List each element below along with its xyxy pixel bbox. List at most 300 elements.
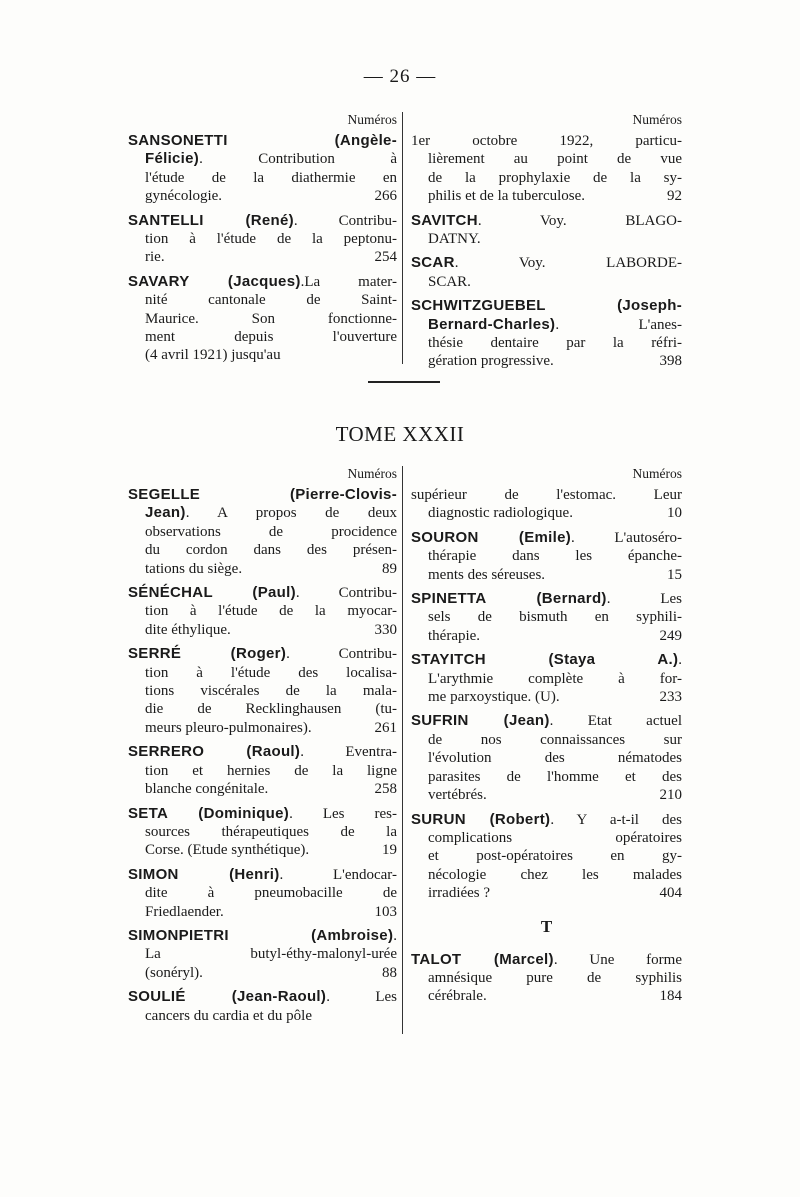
entry-line [411,829,682,847]
entry-text: . Une forme [553,951,682,968]
entry-line [411,273,682,291]
entry-text: irradiées ? [428,885,491,902]
entry-line [128,584,397,602]
entry-text: SCAR. [428,273,471,290]
entry-line [411,169,682,187]
entry-number: 19 [382,842,397,859]
index-entry [411,212,682,249]
entry-line-text [145,292,397,308]
entry-text: l'évolution des nématodes [428,750,682,767]
entry-number: 261 [374,719,397,736]
author-name: Bernard-Charles) [428,315,556,333]
entry-text: tions viscérales de la mala- [145,683,397,700]
entry-line [128,988,397,1006]
entry-line-text [411,298,682,314]
entry-line [128,187,397,205]
entry-number: 404 [659,885,682,902]
index-entry [411,254,682,291]
entry-text: Friedlaender. [145,903,224,920]
tome-title: TOME XXXII [335,422,465,446]
letter-heading: T [540,916,553,936]
entry-line [128,291,397,309]
entry-text: .La mater- [300,273,397,290]
entry-line [411,786,682,804]
entry-text: sources thérapeutiques de la [145,823,397,840]
column-rule [402,466,403,1034]
entry-line [128,486,397,504]
entry-text: tion à l'étude des localisa- [145,664,397,681]
entry-line-text [428,335,682,351]
entry-line-text [428,884,490,902]
entry-line-text [428,352,554,370]
entry-line-text [128,646,397,662]
entry-text: 1er octobre 1922, particu- [411,133,682,149]
entry-text: nécologie chez les malades [428,866,682,883]
author-name: SEGELLE (Pierre-Clovis- [128,486,397,503]
entry-number: 210 [659,787,682,804]
index-entry [128,866,397,921]
entry-line-text [128,585,397,601]
entry-text: . [393,927,397,944]
author-name: SETA (Dominique) [128,804,290,822]
entry-line [411,651,682,669]
author-name: SURUN (Robert) [411,810,551,828]
entry-line [128,504,397,522]
entry-line-text [411,713,682,729]
entry-line [411,212,682,230]
author-name: SOURON (Emile) [411,528,572,546]
entry-line [411,486,682,504]
entry-text: blanche congénitale. [145,781,269,798]
entry-text: tion à l'étude de la peptonu- [145,231,397,248]
entry-text: et post-opératoires en gy- [428,848,682,865]
entry-line-text [145,841,309,859]
entry-line-text [428,187,585,205]
entry-line [411,608,682,626]
author-name: SERRERO (Raoul) [128,743,301,761]
entry-line-text [428,848,682,864]
entry-line [128,762,397,780]
entry-text: . A propos de deux [185,505,397,522]
entry-line-text [145,683,397,699]
entry-line [411,884,682,902]
entry-text: . L'endocar- [279,866,397,883]
entry-line [128,927,397,945]
entry-number: 398 [659,353,682,370]
entry-text: amnésique pure de syphilis [428,969,682,986]
entry-text: . L'anes- [555,316,682,333]
entry-text: . L'autoséro- [571,529,682,546]
entry-line [411,230,682,248]
entry-line [411,811,682,829]
entry-line-text [428,671,682,687]
entry-line [411,847,682,865]
entry-line-text [145,603,397,619]
entry-line [128,823,397,841]
entry-line [411,627,682,645]
entry-number: 266 [374,188,397,205]
numeros-header: Numéros [347,466,397,481]
entry-text: supérieur de l'estomac. Leur [411,487,682,503]
entry-line-text [145,946,397,962]
entry-line-text [128,213,397,229]
author-name: SAVARY (Jacques) [128,272,301,290]
bottom-right-entries [411,486,682,903]
entry-line-text [128,274,397,290]
entry-text: l'étude de la diathermie en [145,169,397,186]
index-entry [411,951,682,1006]
entry-line-text [145,231,397,247]
entry-line [411,749,682,767]
entry-text: . Contribu- [286,646,397,663]
entry-line [411,150,682,168]
entry-line-text [145,964,203,982]
entry-number: 15 [667,566,682,583]
entry-line [128,541,397,559]
entry-line [411,768,682,786]
bottom-right-column [411,466,682,1012]
entry-number: 92 [667,188,682,205]
entry-line [128,523,397,541]
author-name: SOULIÉ (Jean-Raoul) [128,988,327,1006]
entry-line [128,743,397,761]
entry-line-text [145,151,397,167]
entry-line-text [428,867,682,883]
entry-text: complications opératoires [428,829,682,846]
author-name: STAYITCH (Staya A.) [411,651,679,669]
entry-text: . Les [606,591,682,608]
entry-line [411,504,682,522]
bottom-left-entries [128,486,397,1025]
entry-text: tations du siège. [145,560,243,577]
entry-text: . Les res- [289,805,397,822]
entry-text: . Etat actuel [549,713,682,730]
entry-text: (4 avril 1921) jusqu'au [145,347,281,364]
entry-number: 258 [374,781,397,798]
entry-line-text [145,505,397,521]
entry-line-text [428,732,682,748]
entry-text: thérapie. [428,627,481,644]
entry-line-text [428,170,682,186]
index-entry [128,212,397,267]
entry-line [411,297,682,315]
entry-text: . Voy. LABORDE- [454,255,682,272]
entry-line-text [428,151,682,167]
author-name: SIMON (Henri) [128,865,280,883]
entry-line-text [428,609,682,625]
entry-line-text [145,763,397,779]
entry-line-text [428,317,682,333]
author-name: SANTELLI (René) [128,211,294,229]
entry-line-text [428,786,487,804]
entry-line-text [411,812,682,828]
entry-text: thérapie dans les épanche- [428,548,682,565]
entry-number: 88 [382,964,397,981]
author-name: SANSONETTI (Angèle- [128,132,397,149]
entry-line [128,719,397,737]
entry-line-text [145,170,397,186]
entry-line-text [145,665,397,681]
index-entry [128,988,397,1025]
entry-line-text [145,347,281,363]
index-entry [128,132,397,206]
entry-text: Corse. (Etude synthétique). [145,842,310,859]
index-entry [411,590,682,645]
entry-line [411,316,682,334]
author-name: SIMONPIETRI (Ambroise) [128,926,394,944]
entry-line-text [145,701,397,717]
entry-line-text [145,621,231,639]
entry-line-text [128,989,397,1005]
entry-line-text [411,530,682,546]
entry-line [411,969,682,987]
entry-line-text [128,928,397,944]
entry-line-text [145,329,397,345]
entry-line-text [428,688,560,706]
entry-text: dite à pneumobacille de [145,885,397,902]
entry-line [411,254,682,272]
index-entry [128,743,397,798]
entry-line [128,664,397,682]
entry-line-text [145,824,397,840]
entry-line [128,169,397,187]
entry-text: tion à l'étude de la myocar- [145,603,397,620]
entry-text: Maurice. Son fonctionne- [145,310,397,327]
index-entry [128,927,397,982]
entry-line [411,352,682,370]
entry-line-text [145,524,397,540]
author-name: TALOT (Marcel) [411,950,554,968]
entry-line-text [145,885,397,901]
entry-line [128,602,397,620]
entry-line [128,273,397,291]
entry-line-text [145,903,224,921]
entry-line-text [428,830,682,846]
entry-number: 89 [382,560,397,577]
entry-text: parasites de l'homme et des [428,768,682,785]
entry-line [128,248,397,266]
entry-line-text [128,487,397,503]
entry-text: de la prophylaxie de la sy- [428,169,682,186]
entry-text: cérébrale. [428,988,487,1005]
entry-line [128,1007,397,1025]
entry-text: cancers du cardia et du pôle [145,1007,312,1024]
entry-text: me parxoystique. (U). [428,689,560,706]
entry-line [411,670,682,688]
entry-line-text [428,274,471,290]
entry-line [128,621,397,639]
entry-line [411,866,682,884]
entry-line [411,731,682,749]
entry-line [411,529,682,547]
entry-line [128,903,397,921]
entry-line-text [428,769,682,785]
entry-line-text [145,542,397,558]
entry-line [411,566,682,584]
author-name: Jean) [145,504,186,522]
entry-line-text [411,952,682,968]
index-entry [128,584,397,639]
entry-line [128,780,397,798]
author-name: SERRÉ (Roger) [128,645,287,663]
entry-text: La butyl-éthy-malonyl-urée [145,946,397,963]
entry-line-text [411,213,682,229]
entry-line [128,805,397,823]
entry-line-text [411,652,682,668]
index-entry [128,645,397,737]
entry-text: gynécologie. [145,188,223,205]
author-name: SÉNÉCHAL (Paul) [128,584,296,602]
entry-line-text [145,780,268,798]
index-entry [128,486,397,578]
entry-line [128,884,397,902]
tome-xxxii-section [0,466,800,1046]
author-name: SUFRIN (Jean) [411,712,550,730]
entry-line [128,212,397,230]
author-name: SCAR [411,254,455,272]
entry-number: 103 [374,903,397,920]
entry-text: . Les [326,989,397,1006]
entry-line [411,688,682,706]
index-entry [411,132,682,206]
entry-line [128,945,397,963]
page-number: — 26 — [363,66,437,87]
entry-line [128,132,397,150]
entry-text: . Contribu- [293,212,397,229]
entry-line-text [411,255,682,271]
numeros-header: Numéros [347,112,397,127]
entry-line-text [411,591,682,607]
entry-line-text [145,248,165,266]
entry-line [128,310,397,328]
entry-text: observations de procidence [145,523,397,540]
entry-number: 330 [374,621,397,638]
index-entry [411,712,682,804]
entry-text: . [678,652,682,669]
entry-line-text [128,806,397,822]
entry-line [128,700,397,718]
entry-text: ment depuis l'ouverture [145,329,397,346]
index-entry [411,529,682,584]
tome-xxxi-section [0,112,800,372]
entry-text: meurs pleuro-pulmonaires). [145,719,312,736]
entry-line-text [428,987,487,1005]
top-left-column [128,112,397,371]
index-entry [411,811,682,903]
entry-line [411,712,682,730]
index-entry [128,273,397,365]
entry-text: vertébrés. [428,787,487,804]
entry-text: tion et hernies de la ligne [145,762,397,779]
entry-number: 184 [659,988,682,1005]
top-right-column [411,112,682,377]
entry-text: rie. [145,249,165,266]
index-entry [411,651,682,706]
entry-text: gération progressive. [428,353,554,370]
entry-line-text [145,187,222,205]
entry-line [128,346,397,364]
entry-text: de nos connaissances sur [428,731,682,748]
entry-line [128,645,397,663]
entry-line [411,547,682,565]
index-entry [411,486,682,523]
entry-line-text [128,867,397,883]
entry-line [411,590,682,608]
entry-number: 254 [374,249,397,266]
entry-text: . Y a-t-il des [550,811,682,828]
entry-line-text [128,133,397,149]
numeros-header: Numéros [632,112,682,127]
entry-line-text [428,970,682,986]
entry-line [128,866,397,884]
top-left-entries [128,132,397,365]
entry-line-text [428,548,682,564]
entry-line [128,230,397,248]
entry-text: philis et de la tuberculose. [428,188,586,205]
entry-line-text [145,719,312,737]
entry-text: (sonéryl). [145,964,203,981]
top-right-entries [411,132,682,371]
entry-number: 233 [659,689,682,706]
bottom-right-entries-t [411,951,682,1006]
entry-text: thésie dentaire par la réfri- [428,335,682,352]
entry-line-text [428,231,481,247]
entry-text: nité cantonale de Saint- [145,292,397,309]
entry-line [128,682,397,700]
entry-line-text [428,627,480,645]
numeros-header: Numéros [632,466,682,481]
entry-text: . Contribu- [295,585,397,602]
entry-line [411,987,682,1005]
entry-text: . Contribution à [199,151,397,168]
entry-text: ments des séreuses. [428,566,546,583]
section-divider [368,381,440,383]
entry-line [128,964,397,982]
entry-line-text [428,750,682,766]
index-entry [128,805,397,860]
entry-text: . Eventra- [300,744,397,761]
author-name: SAVITCH [411,211,478,229]
column-rule [402,112,403,364]
entry-line-text [411,133,682,149]
entry-line [128,560,397,578]
entry-line [411,951,682,969]
author-name: Félicie) [145,150,200,168]
entry-line-text [428,504,573,522]
entry-line [128,328,397,346]
entry-line [411,132,682,150]
entry-line-text [128,744,397,760]
entry-text: die de Recklinghausen (tu- [145,701,397,718]
entry-number: 249 [659,627,682,644]
entry-text: sels de bismuth en syphili- [428,609,682,626]
entry-text: lièrement au point de vue [428,151,682,168]
entry-text: DATNY. [428,231,481,248]
entry-line-text [145,1008,312,1024]
entry-text: diagnostic radiologique. [428,505,573,522]
entry-text: du cordon dans des présen- [145,542,397,559]
entry-line-text [145,311,397,327]
author-name: SPINETTA (Bernard) [411,590,607,608]
entry-text: L'arythmie complète à for- [428,670,682,687]
entry-text: . Voy. BLAGO- [477,212,682,229]
entry-line-text [145,560,242,578]
entry-line [411,334,682,352]
entry-line [411,187,682,205]
entry-line [128,841,397,859]
bottom-left-column [128,466,397,1031]
entry-text: dite éthylique. [145,621,231,638]
